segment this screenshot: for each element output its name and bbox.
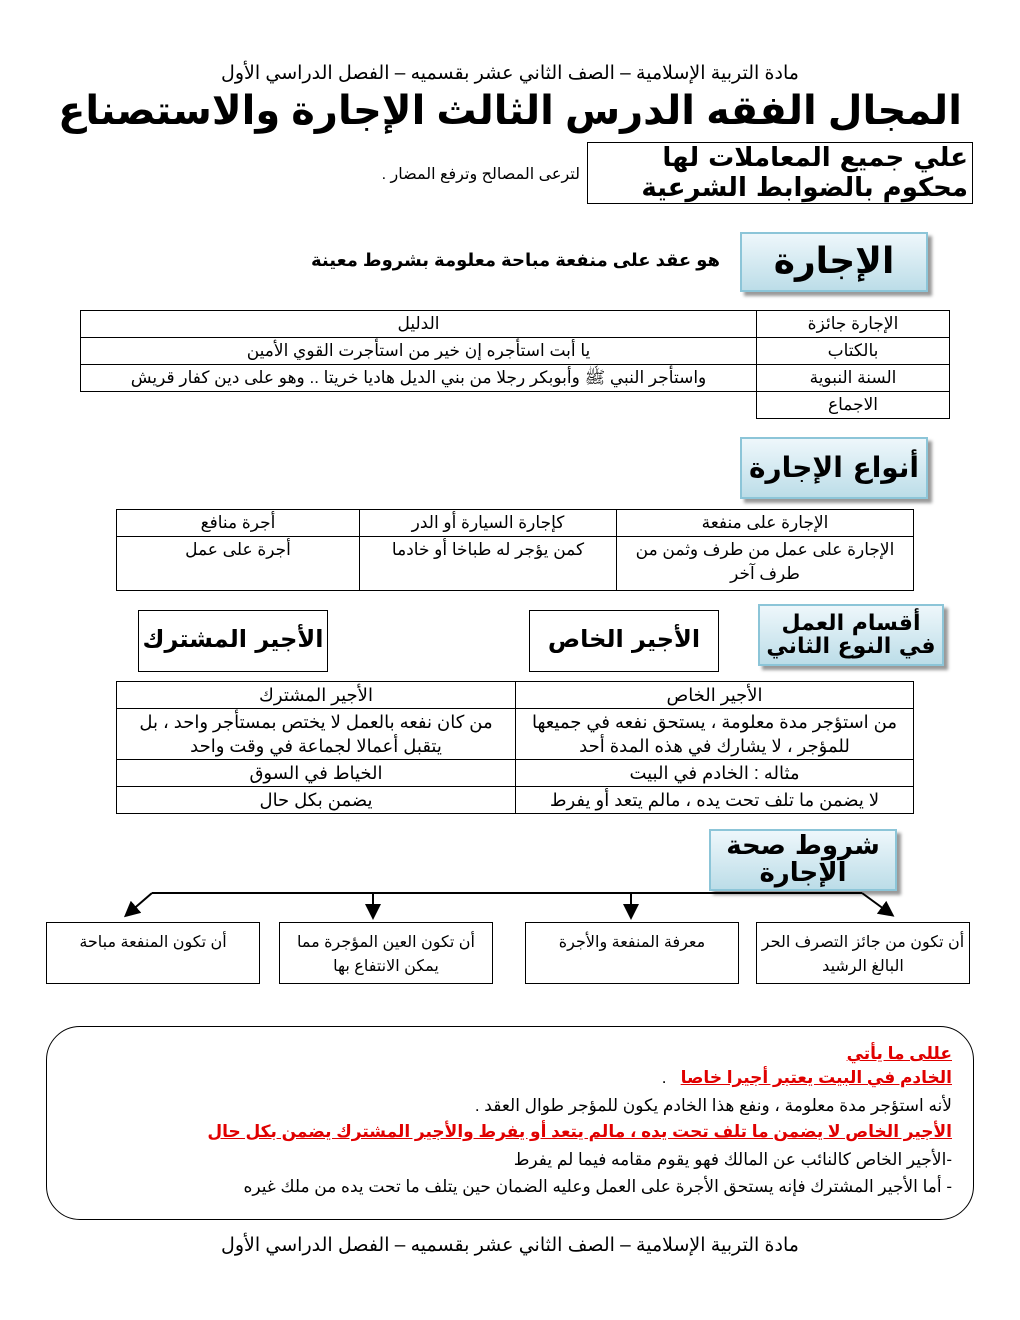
table-row [117, 537, 914, 591]
ijara-definition: هو عقد على منفعة مباحة معلومة بشروط معينة [310, 250, 720, 270]
answer-2b: - أما الأجير المشترك فإنه يستحق الأجرة على العمل وعليه الضمان حين يتلف ما تحت يده من ملك غيره [243, 1177, 952, 1196]
table-cell: الإجارة على منفعة [617, 510, 914, 537]
condition-box: أن تكون من جائز التصرف الحر البالغ الرشيد [756, 922, 970, 984]
lesson-title: المجال الفقه الدرس الثالث الإجارة والاستصناع [58, 89, 962, 133]
arrow-icon [862, 893, 888, 912]
evidence-table [80, 310, 950, 419]
table-row [117, 760, 914, 787]
table-cell: الإجارة على عمل من طرف وثمن من طرف آخر [617, 537, 914, 591]
table-row [117, 709, 914, 760]
table-cell: يضمن بكل حال [117, 787, 516, 814]
condition-box: أن تكون العين المؤجرة مما يمكن الانتفاع بها [279, 922, 493, 984]
table-cell: الإجارة جائزة [757, 311, 950, 338]
page-footer: مادة التربية الإسلامية – الصف الثاني عشر بقسميه – الفصل الدراسي الأول [221, 1235, 799, 1256]
conditions-arrows [0, 880, 1020, 920]
empty-cell [81, 392, 757, 419]
table-cell: كإجارة السيارة أو الدر [360, 510, 617, 537]
table-cell: الدليل [81, 311, 757, 338]
table-cell: من كان نفعه بالعمل لا يختص بمستأجر واحد ، بل يتقبل أعمالا لجماعة في وقت واحد [117, 709, 516, 760]
table-row [81, 365, 950, 392]
table-cell: أجرة منافع [117, 510, 360, 537]
conditions-heading: شروط صحة الإجارة [709, 829, 897, 891]
work-types-heading: أقسام العمل في النوع الثاني [758, 604, 944, 666]
table-cell: واستأجر النبي ﷺ وأبوبكر رجلا من بني الديل هاديا خريتا .. وهو على دين كفار قريش [81, 365, 757, 392]
types-heading: أنواع الإجارة [740, 437, 928, 499]
condition-box: أن تكون المنفعة مباحة [46, 922, 260, 984]
table-cell: بالكتاب [757, 338, 950, 365]
table-cell: أجرة على عمل [117, 537, 360, 591]
condition-box: معرفة المنفعة والأجرة [525, 922, 739, 984]
special-worker-box: الأجير الخاص [529, 610, 719, 672]
table-row [117, 510, 914, 537]
question-1 [662, 1068, 952, 1088]
table-cell: من استؤجر مدة معلومة ، يستحق نفعه في جميعها للمؤجر ، لا يشارك في هذه المدة أحد [516, 709, 914, 760]
ijara-heading: الإجارة [740, 232, 928, 292]
question-1-dot: . [661, 1068, 667, 1087]
table-row [117, 787, 914, 814]
table-row [81, 338, 950, 365]
table-cell: الأجير الخاص [516, 682, 914, 709]
table-row [81, 392, 950, 419]
intro-rest-text: لترعى المصالح وترفع المضار . [381, 166, 580, 183]
table-row [117, 682, 914, 709]
shared-worker-box: الأجير المشترك [138, 610, 328, 672]
page-header: مادة التربية الإسلامية – الصف الثاني عشر بقسميه – الفصل الدراسي الأول [221, 63, 799, 84]
table-cell: يا أبت استأجره إن خير من استأجرت القوي الأمين [81, 338, 757, 365]
arrow-icon [130, 893, 152, 912]
question-2: الأجير الخاص لا يضمن ما تلف تحت يده ، مالم يتعد أو يفرط والأجير المشترك يضمن بكل حال [207, 1122, 952, 1141]
question-1-text: الخادم في البيت يعتبر أجيرا خاصا [680, 1068, 952, 1087]
table-cell: الاجماع [757, 392, 950, 419]
work-types-table [116, 681, 914, 814]
table-row [81, 311, 950, 338]
notes-title: عللى ما يأتي [846, 1044, 952, 1063]
table-cell: مثاله : الخادم في البيت [516, 760, 914, 787]
table-cell: لا يضمن ما تلف تحت يده ، مالم يتعد أو يفرط [516, 787, 914, 814]
table-cell: الخياط في السوق [117, 760, 516, 787]
answer-2a: -الأجير الخاص كالنائب عن المالك فهو يقوم مقامه فيما لم يفرط [513, 1150, 952, 1169]
types-table [116, 509, 914, 591]
answer-1: لأنه استؤجر مدة معلومة ، ونفع هذا الخادم يكون للمؤجر طوال العقد . [474, 1096, 952, 1115]
intro-boxed-text: علي جميع المعاملات لها محكوم بالضوابط الشرعية [587, 142, 973, 204]
table-cell: كمن يؤجر له طباخا أو خادما [360, 537, 617, 591]
table-cell: السنة النبوية [757, 365, 950, 392]
table-cell: الأجير المشترك [117, 682, 516, 709]
